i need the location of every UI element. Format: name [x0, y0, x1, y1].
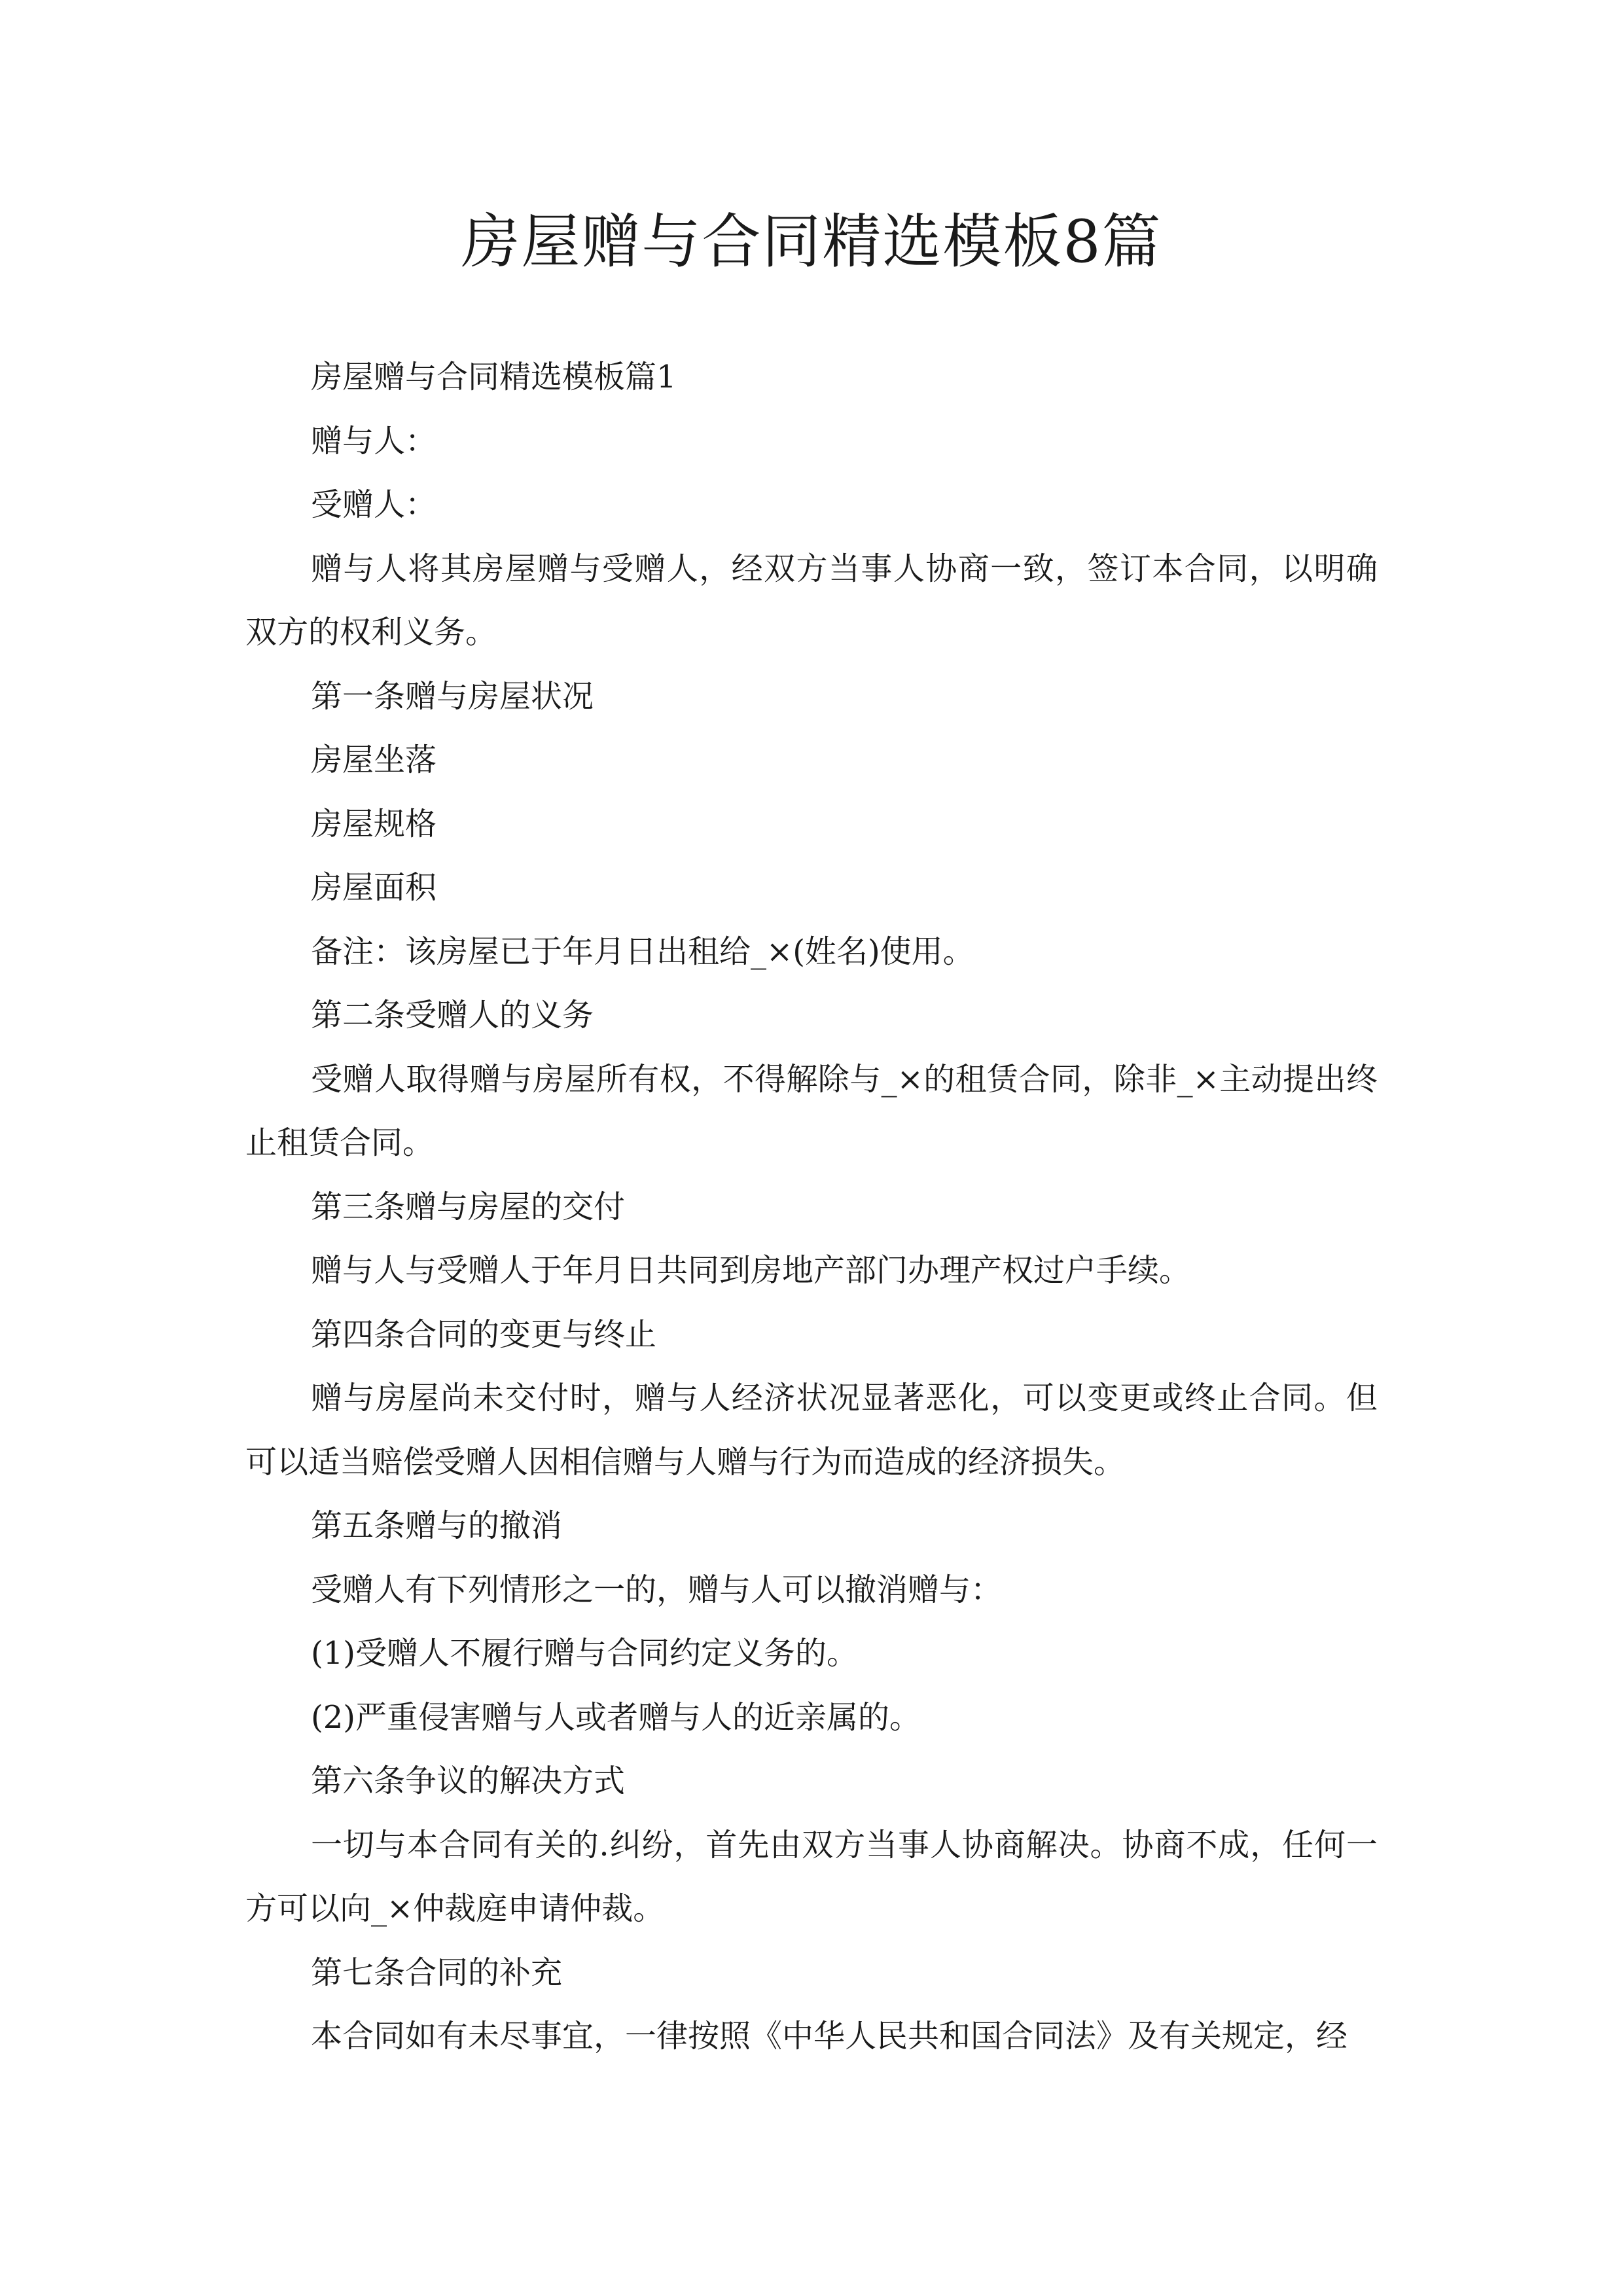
list-item: (2)严重侵害赠与人或者赠与人的近亲属的。: [311, 1698, 921, 1736]
paragraph: 本合同如有未尽事宜，一律按照《中华人民共和国合同法》及有关规定，经: [311, 2018, 1348, 2054]
paragraph: 赠与房屋尚未交付时，赠与人经济状况显著恶化，可以变更或终止合同。但可以适当赔偿受赠人因相信赠与人赠与行为而造成的经济损失。: [245, 1380, 1378, 1480]
article-heading: 第三条赠与房屋的交付: [311, 1188, 626, 1225]
donor-field: 赠与人：: [311, 422, 437, 459]
paragraph: 赠与人将其房屋赠与受赠人，经双方当事人协商一致，签订本合同，以明确双方的权利义务。: [245, 550, 1378, 651]
article-heading: 第五条赠与的撤消: [311, 1507, 563, 1544]
paragraph: 受赠人有下列情形之一的，赠与人可以撤消赠与：: [311, 1571, 1003, 1608]
paragraph: 房屋坐落: [311, 742, 437, 778]
paragraph: 受赠人取得赠与房屋所有权，不得解除与_×的租赁合同，除非_×主动提出终止租赁合同。: [245, 1060, 1378, 1161]
article-heading: 第二条受赠人的义务: [311, 997, 594, 1033]
donee-field: 受赠人：: [311, 486, 437, 523]
paragraph: 一切与本合同有关的.纠纷，首先由双方当事人协商解决。协商不成，任何一方可以向_×仲裁庭申请仲裁。: [245, 1826, 1378, 1927]
paragraph: 房屋规格: [311, 805, 437, 842]
section-heading: 房屋赠与合同精选模板篇1: [311, 359, 677, 395]
article-heading: 第一条赠与房屋状况: [311, 677, 594, 715]
list-item: (1)受赠人不履行赠与合同约定义务的。: [311, 1635, 858, 1672]
paragraph: 赠与人与受赠人于年月日共同到房地产部门办理产权过户手续。: [311, 1252, 1191, 1289]
paragraph: 备注：该房屋已于年月日出租给_×(姓名)使用。: [311, 933, 974, 970]
article-heading: 第六条争议的解决方式: [311, 1763, 626, 1799]
paragraph: 房屋面积: [311, 869, 437, 906]
article-heading: 第七条合同的补充: [311, 1954, 563, 1991]
article-heading: 第四条合同的变更与终止: [311, 1316, 657, 1353]
document-title: 房屋赠与合同精选模板8篇: [461, 207, 1162, 276]
document-body: [245, 346, 1378, 2069]
